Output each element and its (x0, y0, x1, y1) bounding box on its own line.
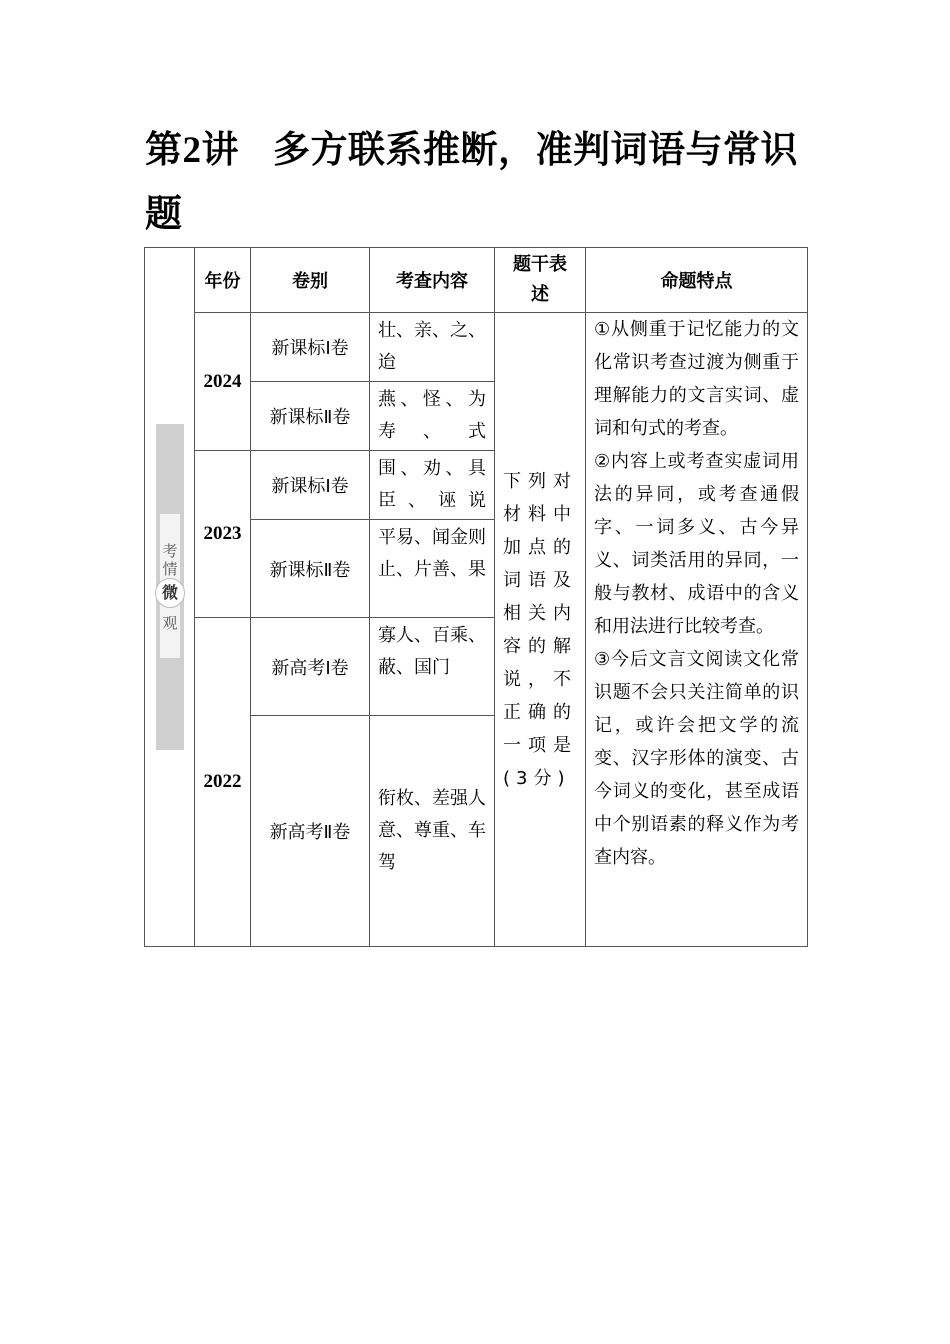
year-cell: 2022 (195, 618, 251, 947)
side-badge-circle: 微 (155, 578, 185, 608)
side-badge-inner (160, 514, 180, 658)
table-header-row (145, 248, 808, 313)
content-cell: 寡人、百乘、蔽、国门 (370, 618, 495, 716)
feature-item: ②内容上或考查实虚词用法的异同，或考查通假字、一词多义、古今异义、词类活用的异同，一般与教材、成语中的含义和用法进行比较考查。 (594, 451, 799, 637)
content-cell: 平易、闻金则止、片善、果 (370, 520, 495, 618)
year-cell: 2024 (195, 313, 251, 451)
header-content: 考查内容 (370, 248, 495, 313)
side-badge-cell (145, 248, 195, 947)
header-paper: 卷别 (251, 248, 370, 313)
stem-cell: 下列对材料中加点的词语及相关内容的解说，不正确的一项是(3分) (495, 313, 586, 947)
side-char: 情 (162, 560, 178, 578)
title-suffix: 讲 (201, 127, 239, 171)
paper-cell: 新高考Ⅱ卷 (251, 716, 370, 947)
header-features: 命题特点 (586, 248, 808, 313)
side-char: 观 (162, 614, 178, 632)
paper-cell: 新课标Ⅰ卷 (251, 451, 370, 520)
page-title (145, 118, 810, 244)
header-stem: 题干表述 (495, 248, 586, 313)
feature-item: ①从侧重于记忆能力的文化常识考查过渡为侧重于理解能力的文言实词、虚词和句式的考查。 (594, 319, 799, 439)
side-badge (156, 424, 184, 750)
paper-cell: 新课标Ⅱ卷 (251, 382, 370, 451)
title-number: 2 (182, 130, 202, 171)
header-year: 年份 (195, 248, 251, 313)
year-cell: 2023 (195, 451, 251, 618)
paper-cell: 新课标Ⅱ卷 (251, 520, 370, 618)
paper-cell: 新课标Ⅰ卷 (251, 313, 370, 382)
features-cell (586, 313, 808, 947)
content-cell: 衔枚、差强人意、尊重、车驾 (370, 716, 495, 947)
table-row (145, 313, 808, 382)
feature-item: ③今后文言文阅读文化常识题不会只关注简单的识记，或许会把文学的流变、汉字形体的演变、古今词义的变化，甚至成语中个别语素的释义作为考查内容。 (594, 649, 799, 868)
content-cell: 燕、怪、为寿、式 (370, 382, 495, 451)
title-prefix: 第 (145, 127, 183, 171)
side-char: 考 (162, 542, 178, 560)
content-cell: 围、劝、具臣、诬说 (370, 451, 495, 520)
exam-analysis-table (144, 247, 808, 947)
paper-cell: 新高考Ⅰ卷 (251, 618, 370, 716)
content-cell: 壮、亲、之、迨 (370, 313, 495, 382)
title-text: 多方联系推断，准判词语与常识题 (145, 127, 798, 235)
